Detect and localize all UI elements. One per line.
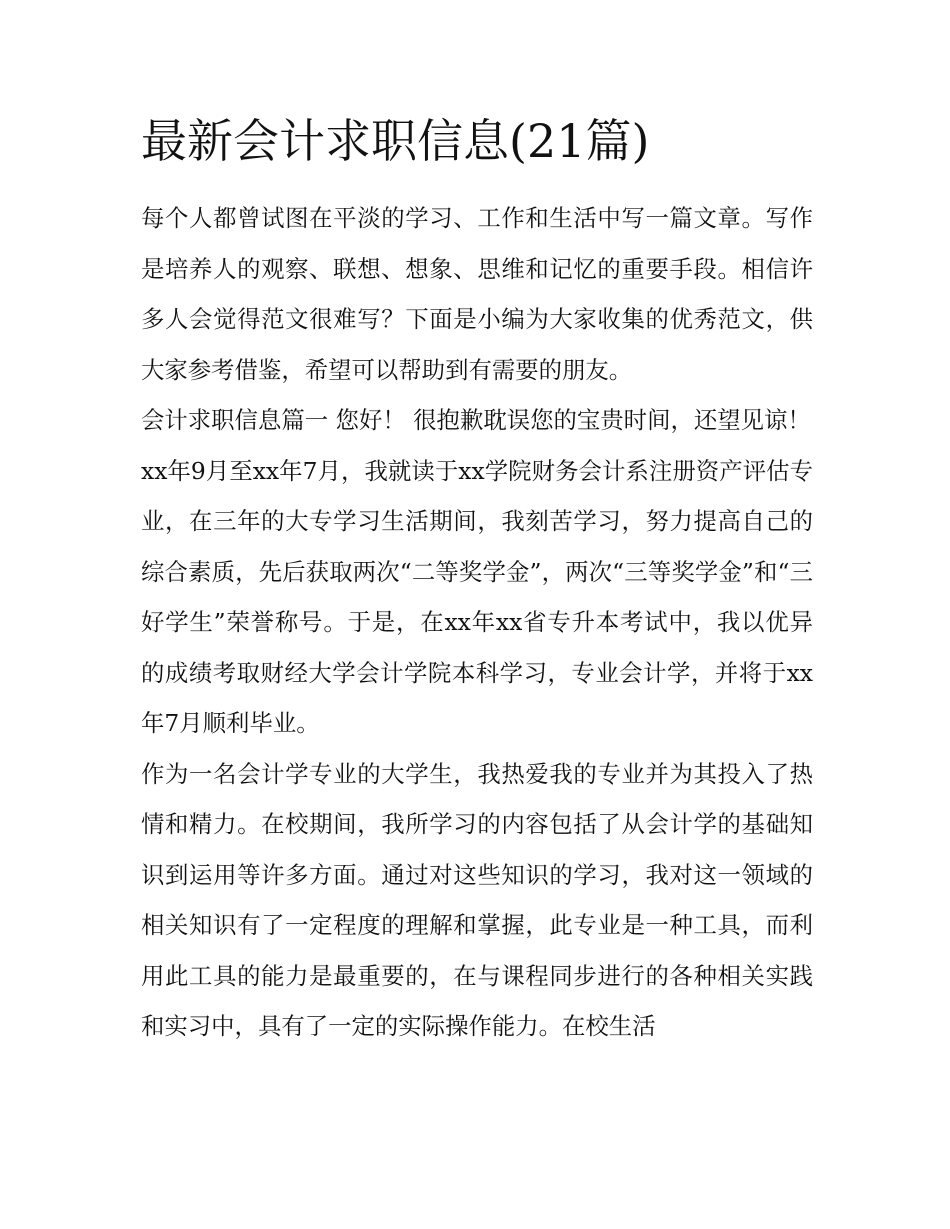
paragraph-education: xx年9月至xx年7月，我就读于xx学院财务会计系注册资产评估专业，在三年的大专学习生活期间，我刻苦学习，努力提高自己的综合素质，先后获取两次“二等奖学金”，两次“三等奖学金”和“三好学生”荣誉称号。于是，在xx年xx省专升本考试中，我以优异的成绩考取财经大学会计学院本科学习，专业会计学，并将于xx年7月顺利毕业。	[141, 456, 813, 738]
paragraph-intro: 每个人都曾试图在平淡的学习、工作和生活中写一篇文章。写作是培养人的观察、联想、想象、思维和记忆的重要手段。相信许多人会觉得范文很难写？下面是小编为大家收集的优秀范文，供大家参考借鉴，希望可以帮助到有需要的朋友。	[141, 204, 813, 384]
paragraph-major: 作为一名会计学专业的大学生，我热爱我的专业并为其投入了热情和精力。在校期间，我所学习的内容包括了从会计学的基础知识到运用等许多方面。通过对这些知识的学习，我对这一领域的相关知识有了一定程度的理解和掌握，此专业是一种工具，而利用此工具的能力是最重要的，在与课程同步进行的各种相关实践和实习中，具有了一定的实际操作能力。在校生活	[141, 759, 813, 1041]
paragraph-greeting: 会计求职信息篇一 您好！ 很抱歉耽误您的宝贵时间，还望见谅！	[141, 406, 811, 435]
document-title: 最新会计求职信息(21篇)	[141, 114, 650, 168]
document-page	[141, 114, 813, 1052]
